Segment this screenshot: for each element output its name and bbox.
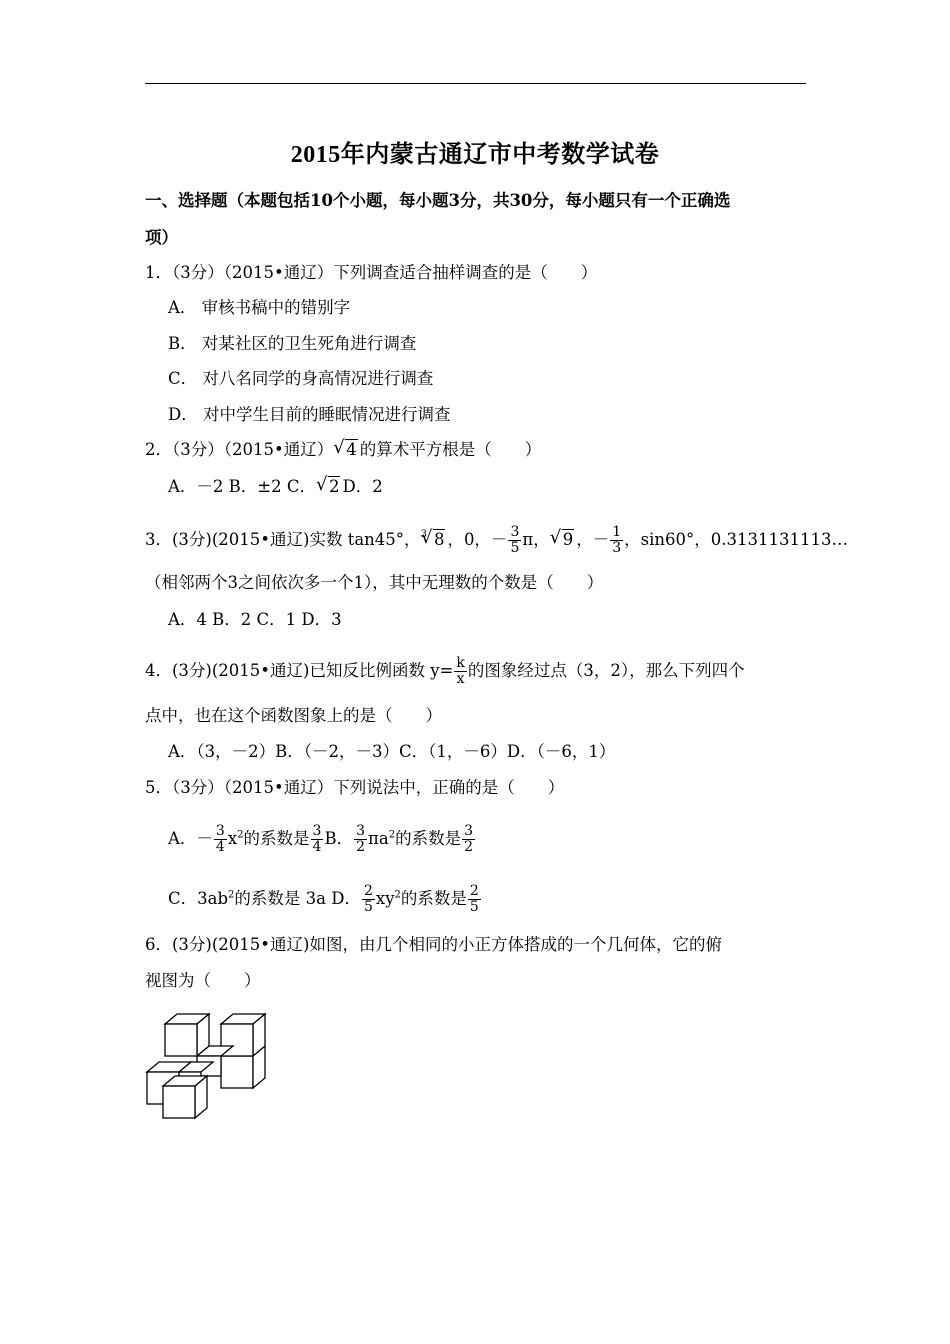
numerator: 3 [215, 823, 225, 839]
fraction [454, 656, 466, 687]
option-a-label: A．－ [168, 829, 213, 848]
question-2-stem [145, 439, 541, 461]
exponent: 2 [228, 889, 235, 901]
question-4-stem [145, 656, 745, 687]
numerator: 3 [312, 823, 322, 839]
denominator: 5 [510, 540, 520, 556]
sqrt-expression [318, 476, 341, 498]
question-3-text: π， [522, 530, 550, 549]
question-5-options-cd [168, 884, 482, 915]
question-3-text: ，－ [576, 530, 610, 549]
denominator: 4 [215, 839, 225, 855]
question-1-option-d: D． 对中学生目前的睡眠情况进行调查 [168, 405, 451, 424]
question-4-options: A．（3，－2）B．（－2，－3）C．（1，－6）D．（－6，1） [168, 742, 616, 761]
question-1-stem: 1．（3分）（2015•通辽）下列调查适合抽样调查的是（ ） [145, 263, 598, 282]
question-3-text: ，sin60°，0.3131131113… [624, 530, 848, 549]
option-text: 的系数是 3a D． [234, 889, 361, 908]
fraction [508, 525, 521, 556]
question-4-suffix: 的图象经过点（3，2），那么下列四个 [467, 661, 745, 680]
question-3-options: A．4 B．2 C．1 D．3 [168, 610, 342, 629]
question-3-prefix: 3．(3分)(2015•通辽)实数 tan45°， [145, 530, 421, 549]
section-heading: 一、选择题（本题包括10个小题，每小题3分，共30分，每小题只有一个正确选 [145, 191, 731, 210]
cube-root-expression [420, 529, 446, 551]
question-3-stem-cont: （相邻两个3之间依次多一个1），其中无理数的个数是（ ） [145, 573, 604, 592]
radicand: 8 [433, 530, 445, 549]
fraction [354, 824, 367, 855]
denominator: 2 [356, 839, 366, 855]
question-1-option-b: B． 对某社区的卫生死角进行调查 [168, 334, 417, 353]
fraction [462, 824, 475, 855]
question-6-stem: 6．(3分)(2015•通辽)如图，由几个相同的小正方体搭成的一个几何体，它的俯 [145, 935, 722, 954]
header-rule [145, 83, 806, 84]
denominator: 4 [312, 839, 322, 855]
question-2-options [168, 476, 383, 498]
page-title: 2015年内蒙古通辽市中考数学试卷 [290, 142, 660, 168]
question-4-stem-cont: 点中，也在这个函数图象上的是（ ） [145, 706, 442, 725]
section-heading-cont: 项） [145, 228, 178, 247]
option-b-label: B． [324, 829, 354, 848]
denominator: 5 [469, 899, 479, 915]
question-5-stem: 5．（3分）（2015•通辽）下列说法中，正确的是（ ） [145, 778, 565, 797]
variable: x [227, 829, 238, 848]
question-3-text: ，0，－ [447, 530, 508, 549]
radicand: 4 [346, 440, 357, 459]
question-5-options-ab [168, 824, 476, 855]
question-2-suffix: 的算术平方根是（ ） [359, 440, 542, 459]
radicand: 9 [562, 530, 574, 549]
numerator: 2 [363, 883, 373, 899]
question-1-option-c: C． 对八名同学的身高情况进行调查 [168, 369, 434, 388]
fraction [610, 525, 623, 556]
denominator: 5 [363, 899, 373, 915]
fraction [362, 884, 375, 915]
option-text: 的系数是 [243, 829, 310, 848]
question-3-stem [145, 524, 848, 556]
fraction [214, 824, 227, 855]
exponent: 2 [388, 829, 396, 841]
question-4-prefix: 4．(3分)(2015•通辽)已知反比例函数 y= [145, 661, 454, 680]
variable: πa [368, 829, 389, 848]
fraction [468, 884, 481, 915]
numerator: 3 [464, 823, 473, 839]
cube-face [163, 1086, 195, 1118]
numerator: 2 [469, 883, 479, 899]
sqrt-expression [552, 529, 575, 551]
question-1-option-a: A． 审核书稿中的错别字 [168, 298, 351, 317]
numerator: k [456, 655, 465, 671]
cube-face [221, 1056, 253, 1088]
variable: xy [375, 889, 395, 908]
question-2-prefix: 2．（3分）（2015•通辽） [145, 440, 334, 459]
numerator: 1 [612, 524, 622, 540]
denominator: 2 [464, 839, 473, 855]
option-text: 的系数是 [400, 889, 467, 908]
cube-stack-figure [145, 1012, 275, 1122]
exponent: 2 [394, 889, 401, 901]
radicand: 2 [328, 477, 340, 496]
question-2-options-ab: A．－2 B．±2 C． [168, 477, 316, 496]
question-2-option-d: D．2 [342, 477, 383, 496]
cube-face [165, 1024, 197, 1056]
root-index: 3 [420, 529, 427, 540]
option-text: 的系数是 [395, 829, 462, 848]
fraction [311, 824, 324, 855]
denominator: x [456, 671, 465, 687]
numerator: 3 [356, 823, 366, 839]
sqrt-expression [335, 439, 358, 461]
denominator: 3 [612, 540, 622, 556]
question-6-stem-cont: 视图为（ ） [145, 971, 261, 990]
option-c-label: C．3ab [168, 889, 229, 908]
exponent: 2 [237, 829, 244, 841]
numerator: 3 [510, 524, 520, 540]
